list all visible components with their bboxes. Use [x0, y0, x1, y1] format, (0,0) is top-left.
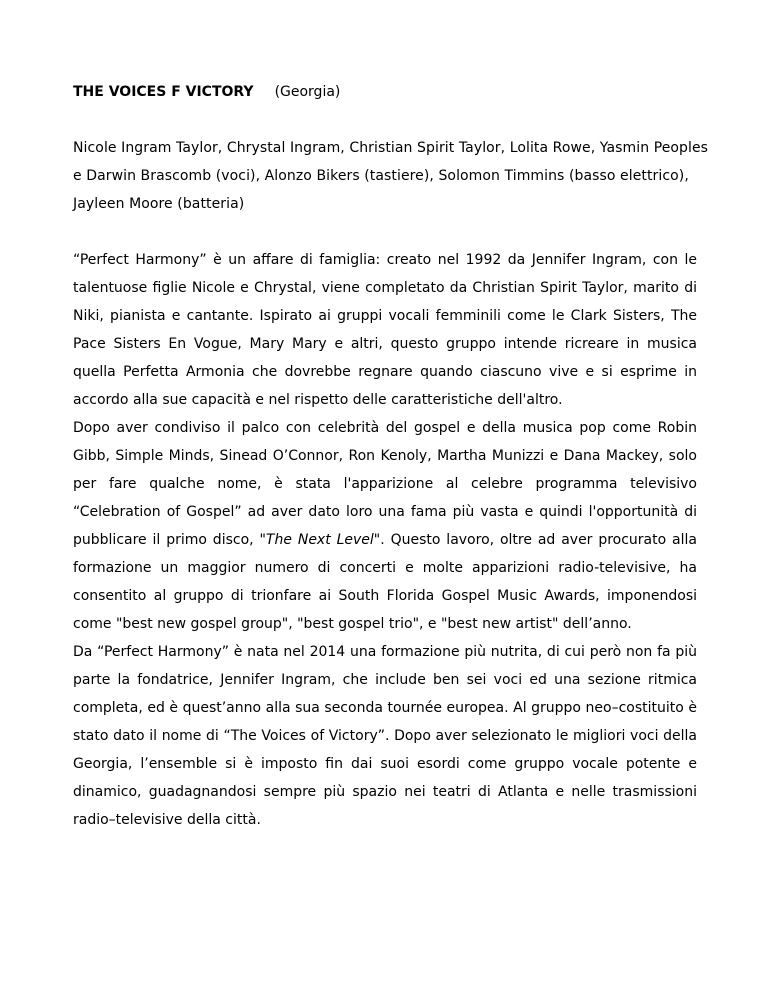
document-page: [73, 78, 709, 834]
group-title: THE VOICES F VICTORY: [73, 84, 254, 100]
paragraph-career-text: Dopo aver condiviso il palco con celebrità del gospel e della musica pop come Robin Gibb, Simple Minds, Sinead O’Connor, Ron Kenoly, Martha Munizzi e Dana Mackey, solo per fare qualche nome, è stata l'apparizione al celebre programma televisivo “Celebration of Gospel” ad aver dato loro una fama più vasta e quindi l'opportunità di pubblicare il primo disco,: [73, 420, 697, 548]
body-text: [73, 246, 697, 834]
album-title: "The Next Level": [259, 532, 381, 548]
members-list: Nicole Ingram Taylor, Chrystal Ingram, Christian Spirit Taylor, Lolita Rowe, Yasmin Peoples e Darwin Brascomb (voci), Alonzo Bikers (tastiere), Solomon Timmins (basso elettrico), Jayleen Moore (batteria): [73, 140, 709, 212]
title-line: [73, 78, 697, 106]
paragraph-career: [73, 414, 697, 638]
group-region: (Georgia): [274, 84, 341, 100]
paragraph-formation: Da “Perfect Harmony” è nata nel 2014 una formazione più nutrita, di cui però non fa più parte la fondatrice, Jennifer Ingram, che include ben sei voci ed una sezione ritmica completa, ed è quest’anno alla sua seconda tournée europea. Al gruppo neo–costituito è stato dato il nome di “The Voices of Victory”. Dopo aver selezionato le migliori voci della Georgia, l’ensemble si è imposto fin dai suoi esordi come gruppo vocale potente e dinamico, guadagnandosi sempre più spazio nei teatri di Atlanta e nelle trasmissioni radio–televisive della città.: [73, 644, 697, 828]
paragraph-career-text-end: . Questo lavoro, oltre ad aver procurato alla formazione un maggior numero di concerti e molte apparizioni radio-televisive, ha consentito al gruppo di trionfare ai South Florida Gospel Music Awards, imponendosi come "best new gospel group", "best gospel trio", e "best new artist" dell’anno.: [73, 532, 697, 632]
paragraph-history: “Perfect Harmony” è un affare di famiglia: creato nel 1992 da Jennifer Ingram, con le talentuose figlie Nicole e Chrystal, viene completato da Christian Spirit Taylor, marito di Niki, pianista e cantante. Ispirato ai gruppi vocali femminili come le Clark Sisters, The Pace Sisters En Vogue, Mary Mary e altri, questo gruppo intende ricreare in musica quella Perfetta Armonia che dovrebbe regnare quando ciascuno vive e si esprime in accordo alla sue capacità e nel rispetto delle caratteristiche dell'altro.: [73, 252, 697, 408]
